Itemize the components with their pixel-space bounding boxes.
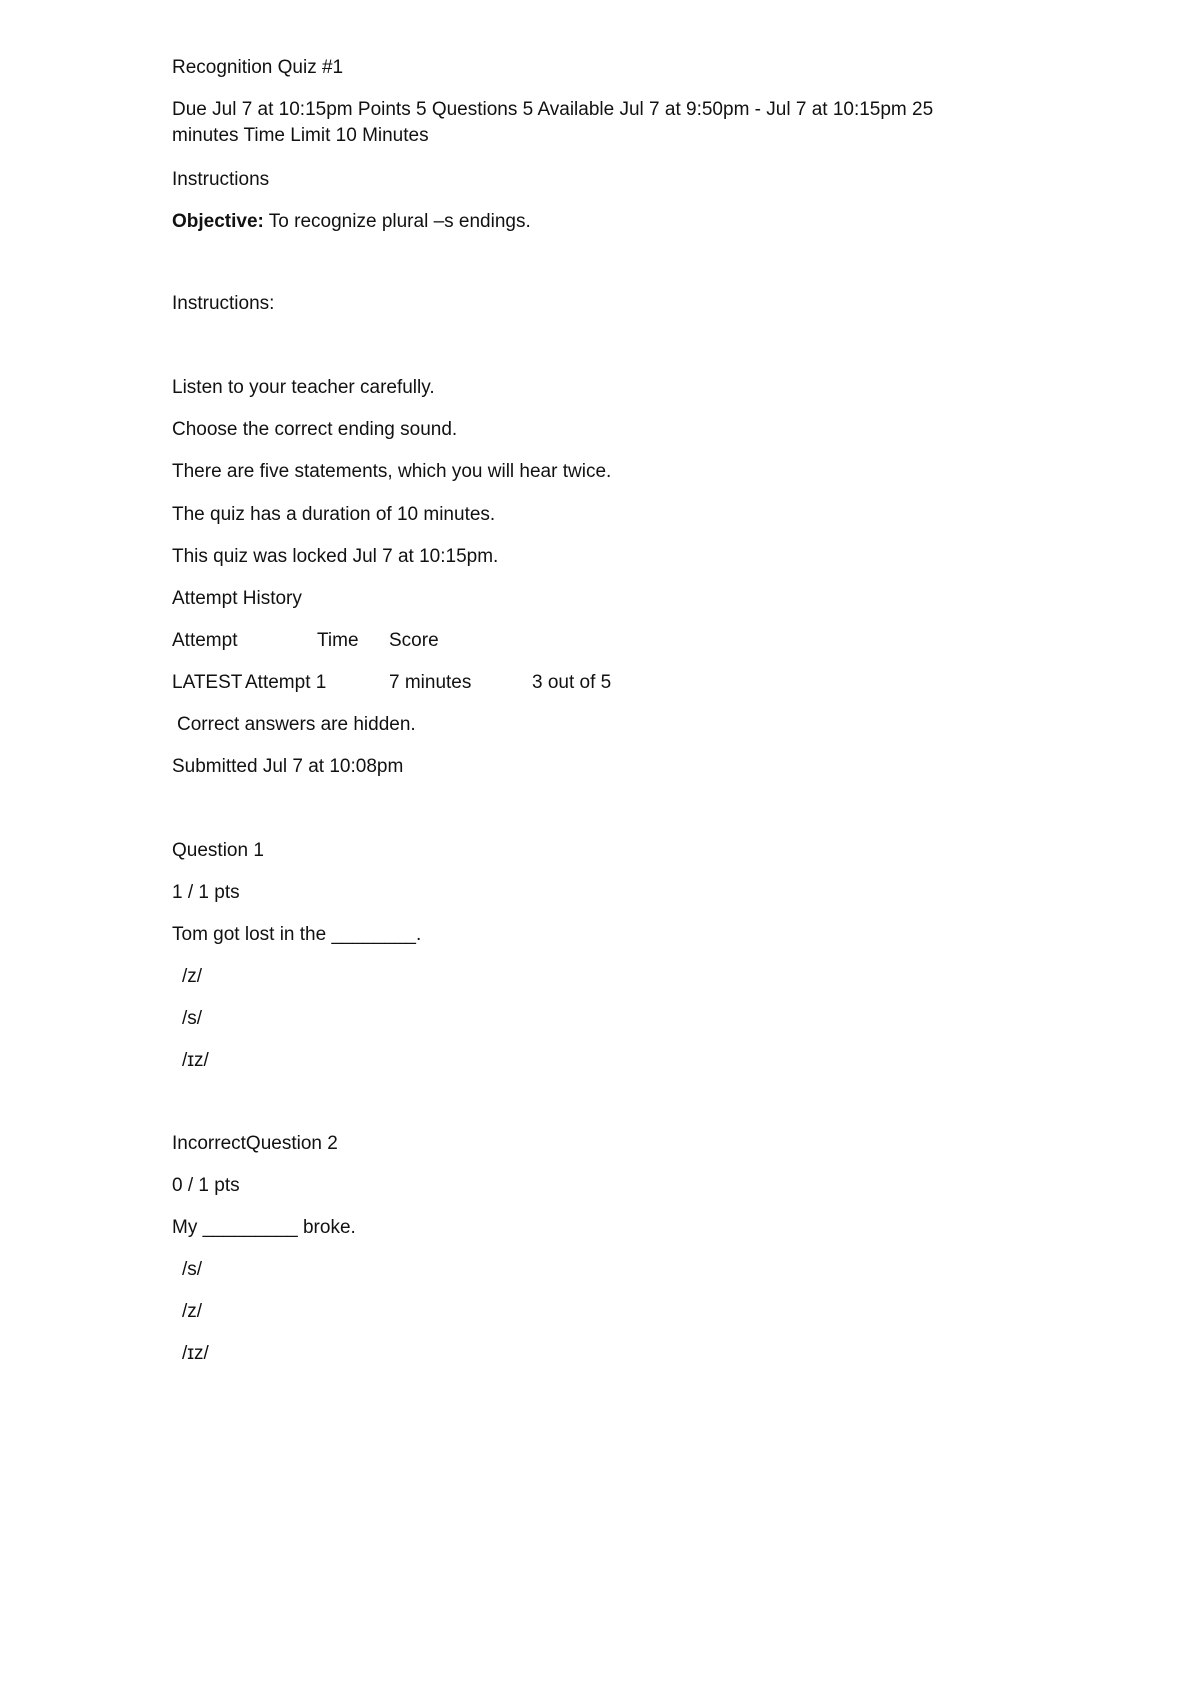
column-header-time: Time: [317, 630, 359, 651]
answer-option[interactable]: /s/: [182, 1008, 203, 1029]
quiz-title: Recognition Quiz #1: [172, 57, 344, 78]
question-prompt: Tom got lost in the ________.: [172, 924, 422, 945]
correct-answers-hidden-note: Correct answers are hidden.: [177, 714, 416, 735]
objective: [172, 209, 531, 235]
objective-text: To recognize plural –s endings.: [263, 211, 531, 232]
attempt-time: 7 minutes: [389, 672, 472, 693]
instructions-label: Instructions:: [172, 293, 275, 314]
question-title: [172, 838, 264, 864]
column-header-attempt: Attempt: [172, 630, 238, 651]
latest-badge: LATEST: [172, 672, 243, 693]
instructions-heading: Instructions: [172, 169, 270, 190]
instruction-step: The quiz has a duration of 10 minutes.: [172, 504, 496, 525]
objective-label: Objective:: [172, 211, 264, 232]
attempt-score: 3 out of 5: [532, 672, 612, 693]
instruction-step: Listen to your teacher carefully.: [172, 377, 435, 398]
answer-option[interactable]: /s/: [182, 1259, 203, 1280]
attempt-link[interactable]: Attempt 1: [245, 672, 327, 693]
question-points: 0 / 1 pts: [172, 1175, 240, 1196]
instruction-step: There are five statements, which you will hear twice.: [172, 461, 612, 482]
question-number: Question 1: [172, 840, 264, 861]
quiz-meta: Due Jul 7 at 10:15pm Points 5 Questions 5 Available Jul 7 at 9:50pm - Jul 7 at 10:15pm 25 minutes Time Limit 10 Minutes: [172, 99, 934, 146]
answer-option[interactable]: /ɪz/: [182, 1343, 209, 1364]
instruction-step: Choose the correct ending sound.: [172, 419, 458, 440]
attempt-history-heading: Attempt History: [172, 588, 302, 609]
question-points: 1 / 1 pts: [172, 882, 240, 903]
answer-option[interactable]: /z/: [182, 966, 203, 987]
question-title: [172, 1131, 338, 1157]
column-header-score: Score: [389, 630, 439, 651]
locked-notice: This quiz was locked Jul 7 at 10:15pm.: [172, 546, 499, 567]
question-number: Question 2: [245, 1133, 338, 1154]
question-status: Incorrect: [172, 1133, 246, 1154]
answer-option[interactable]: /z/: [182, 1301, 203, 1322]
question-prompt: My _________ broke.: [172, 1217, 356, 1238]
submitted-timestamp: Submitted Jul 7 at 10:08pm: [172, 756, 404, 777]
answer-option[interactable]: /ɪz/: [182, 1050, 209, 1071]
